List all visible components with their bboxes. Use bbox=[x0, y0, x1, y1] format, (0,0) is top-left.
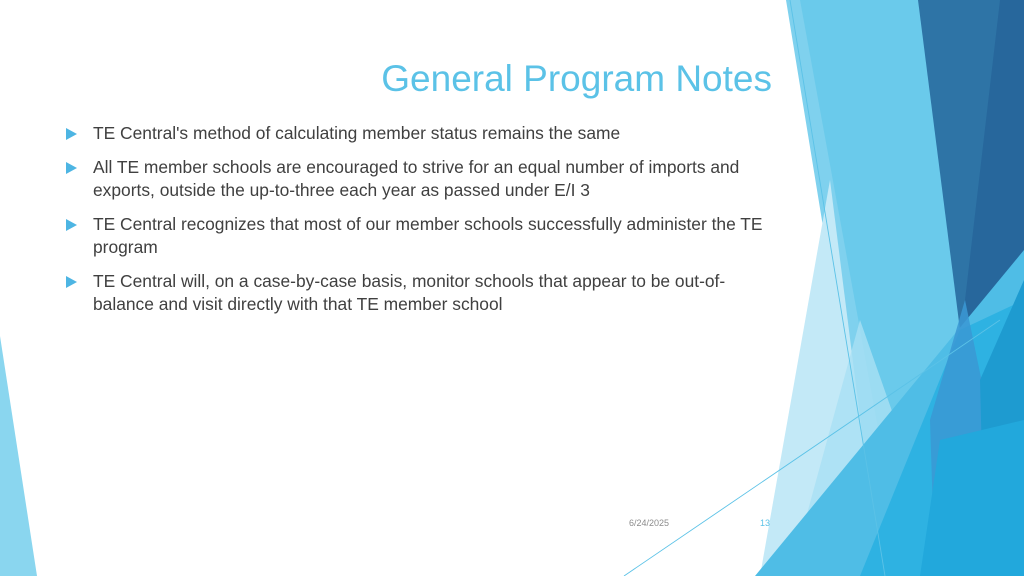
triangle-right-icon bbox=[66, 219, 77, 231]
footer-date: 6/24/2025 bbox=[629, 518, 670, 528]
bullet-text: TE Central's method of calculating member status remains the same bbox=[93, 123, 621, 143]
slide-title: General Program Notes bbox=[381, 58, 772, 99]
bullet-text: All TE member schools are encouraged to strive for an equal number of imports and exports, outside the up-to-three each year as passed under E/I 3 bbox=[93, 156, 740, 200]
bullet-text: TE Central recognizes that most of our member schools successfully administer the TE program bbox=[93, 213, 763, 257]
left-sliver-shape bbox=[0, 336, 37, 576]
bullet-list bbox=[64, 122, 784, 327]
triangle-right-icon bbox=[66, 276, 77, 288]
bullet-item bbox=[64, 156, 784, 203]
triangle-right-icon bbox=[66, 128, 77, 140]
bullet-item bbox=[64, 270, 784, 317]
bullet-item bbox=[64, 122, 784, 146]
page-number: 13 bbox=[760, 518, 771, 528]
bullet-text: TE Central will, on a case-by-case basis, monitor schools that appear to be out-of-balance and visit directly with that TE member school bbox=[93, 270, 726, 314]
triangle-right-icon bbox=[66, 162, 77, 174]
bullet-item bbox=[64, 213, 784, 260]
